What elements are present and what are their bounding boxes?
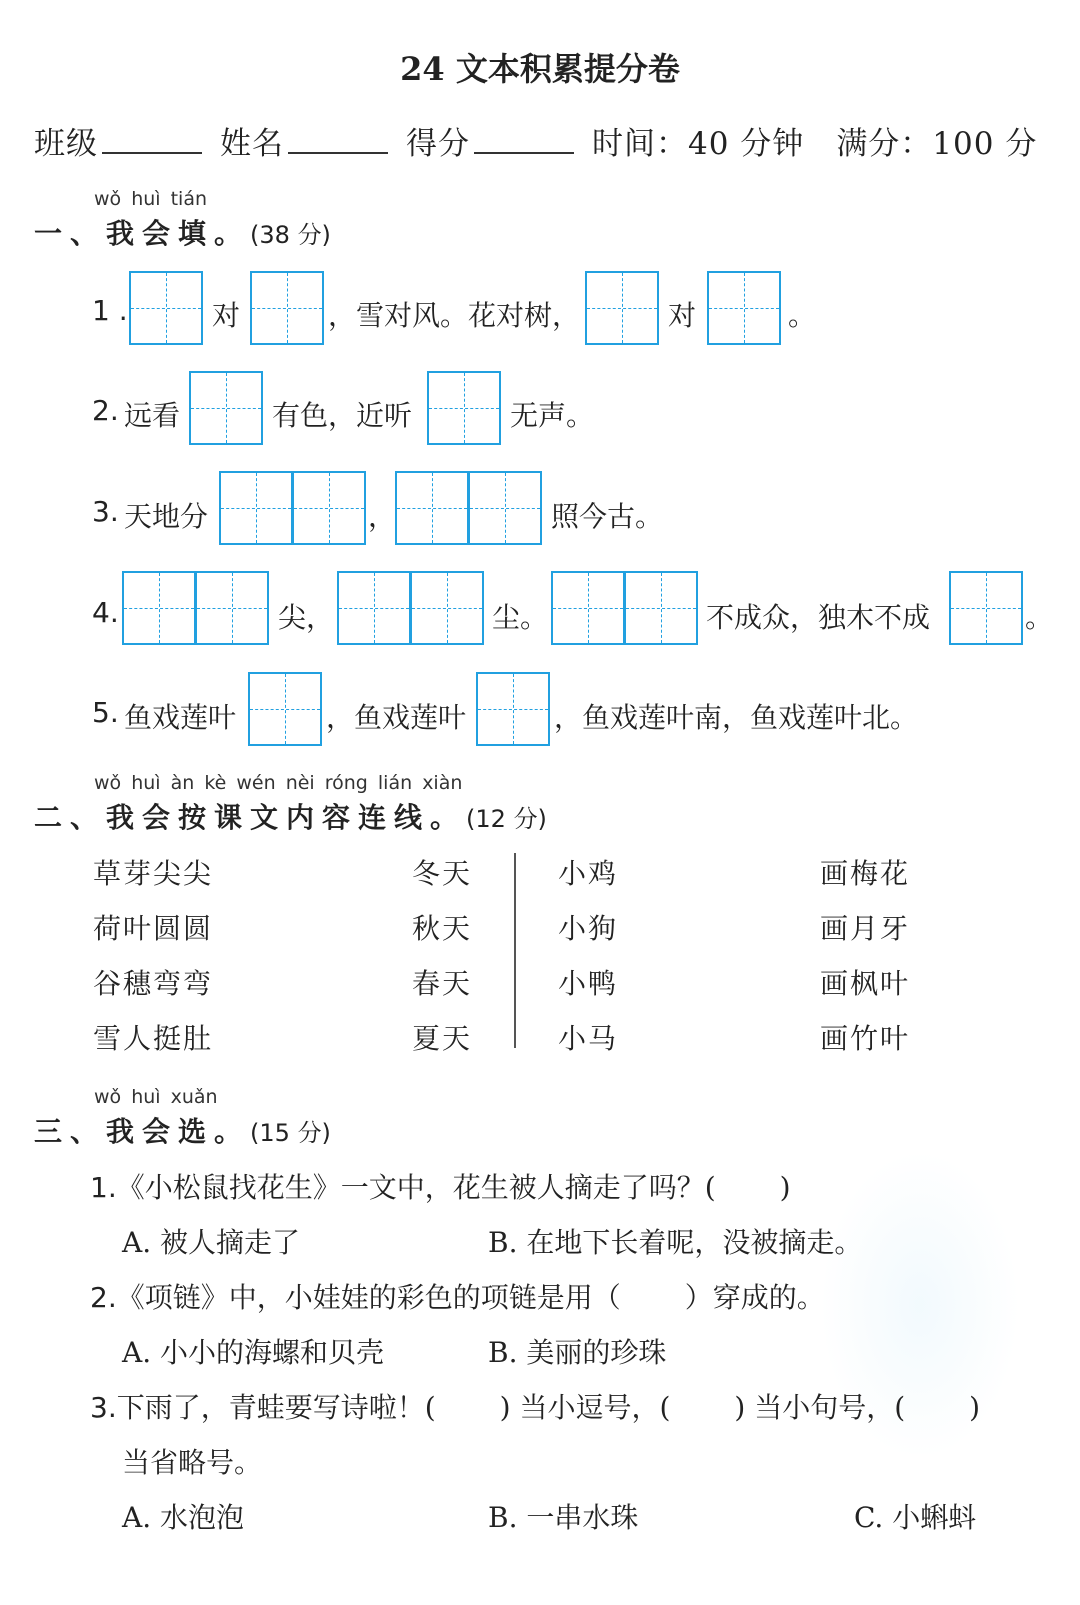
answer-box[interactable] (395, 471, 469, 545)
match-item[interactable]: 春天 (412, 967, 473, 1000)
class-label: 班级 (34, 126, 98, 162)
q5-text-3: ，鱼戏莲叶南，鱼戏莲叶北。 (554, 701, 919, 734)
q1-number: 1 . (92, 294, 128, 327)
s3-q1: 1.《小松鼠找花生》一文中，花生被人摘走了吗？( ) (90, 1171, 791, 1204)
q1-text-1: 对 (212, 299, 241, 332)
q2-number: 2. (92, 394, 119, 427)
match-item[interactable]: 荷叶圆圆 (93, 912, 214, 945)
match-item[interactable]: 画月牙 (820, 912, 911, 945)
match-item[interactable]: 雪人挺肚 (93, 1022, 214, 1055)
q3-number: 3. (92, 495, 119, 528)
answer-box[interactable] (585, 271, 659, 345)
answer-box[interactable] (468, 471, 542, 545)
answer-box[interactable] (476, 672, 550, 746)
answer-box[interactable] (189, 371, 263, 445)
section2-heading: 二、我会按课文内容连线。(12 分) (34, 801, 547, 834)
q5-number: 5. (92, 696, 119, 729)
answer-box[interactable] (129, 271, 203, 345)
match-item[interactable]: 小鸭 (558, 967, 619, 1000)
answer-box[interactable] (624, 571, 698, 645)
match-item[interactable]: 草芽尖尖 (93, 857, 214, 890)
q3-text-2: ， (368, 500, 397, 533)
q2-text-2: 有色，近听 (272, 399, 413, 432)
s3-q1-option-b[interactable]: B. 在地下长着呢，没被摘走。 (488, 1226, 863, 1259)
q2-text-3: 无声。 (510, 399, 595, 432)
match-item[interactable]: 小狗 (558, 912, 619, 945)
match-item[interactable]: 谷穗弯弯 (93, 967, 214, 1000)
match-item[interactable]: 冬天 (412, 857, 473, 890)
full-score-text: 满分：100 分 (836, 126, 1038, 162)
answer-box[interactable] (427, 371, 501, 445)
s3-q3: 3.下雨了，青蛙要写诗啦！( ) 当小逗号，( ) 当小句号，( ) (90, 1391, 981, 1424)
q1-text-3: 对 (668, 299, 697, 332)
match-item[interactable]: 夏天 (412, 1022, 473, 1055)
answer-box[interactable] (219, 471, 293, 545)
q4-text-3: 不成众，独木不成 (706, 601, 931, 634)
match-item[interactable]: 画竹叶 (820, 1022, 911, 1055)
answer-box[interactable] (248, 672, 322, 746)
s3-q3-line2: 当省略号。 (122, 1446, 263, 1479)
answer-box[interactable] (337, 571, 411, 645)
s3-q3-option-a[interactable]: A. 水泡泡 (122, 1501, 245, 1534)
answer-box[interactable] (707, 271, 781, 345)
score-label: 得分 (406, 126, 470, 162)
answer-box[interactable] (250, 271, 324, 345)
name-blank[interactable] (288, 126, 388, 154)
s3-q2: 2.《项链》中，小娃娃的彩色的项链是用（ ）穿成的。 (90, 1281, 825, 1314)
q4-number: 4. (92, 596, 119, 629)
match-item[interactable]: 小马 (558, 1022, 619, 1055)
page-title: 24 文本积累提分卷 (400, 50, 680, 88)
s3-q3-option-b[interactable]: B. 一串水珠 (488, 1501, 639, 1534)
q2-text-1: 远看 (124, 399, 181, 432)
section1-heading: 一、我会填。(38 分) (34, 217, 331, 250)
q1-text-2: ，雪对风。花对树， (328, 299, 581, 332)
answer-box[interactable] (949, 571, 1023, 645)
q3-text-1: 天地分 (124, 500, 209, 533)
answer-box[interactable] (292, 471, 366, 545)
time-text: 时间：40 分钟 (592, 126, 805, 162)
q3-text-3: 照今古。 (551, 500, 664, 533)
section3-heading: 三、我会选。(15 分) (34, 1115, 331, 1148)
answer-box[interactable] (122, 571, 196, 645)
s3-q3-option-c[interactable]: C. 小蝌蚪 (854, 1501, 977, 1534)
name-label: 姓名 (220, 126, 284, 162)
column-divider (514, 853, 516, 1048)
q4-text-1: 尖， (278, 601, 335, 634)
q1-text-4: 。 (788, 299, 817, 332)
section1-pinyin: wǒ huì tián (94, 188, 208, 210)
class-blank[interactable] (102, 126, 202, 154)
student-info-line (34, 118, 1037, 163)
s3-q1-option-a[interactable]: A. 被人摘走了 (122, 1226, 301, 1259)
q4-text-4: 。 (1025, 601, 1054, 634)
answer-box[interactable] (551, 571, 625, 645)
s3-q2-option-a[interactable]: A. 小小的海螺和贝壳 (122, 1336, 385, 1369)
q4-text-2: 尘。 (492, 601, 549, 634)
match-item[interactable]: 画枫叶 (820, 967, 911, 1000)
answer-box[interactable] (195, 571, 269, 645)
match-item[interactable]: 小鸡 (558, 857, 619, 890)
score-blank[interactable] (474, 126, 574, 154)
answer-box[interactable] (410, 571, 484, 645)
q5-text-1: 鱼戏莲叶 (124, 701, 237, 734)
section3-pinyin: wǒ huì xuǎn (94, 1086, 218, 1108)
section2-pinyin: wǒ huì àn kè wén nèi róng lián xiàn (94, 772, 463, 794)
match-item[interactable]: 秋天 (412, 912, 473, 945)
s3-q2-option-b[interactable]: B. 美丽的珍珠 (488, 1336, 667, 1369)
match-item[interactable]: 画梅花 (820, 857, 911, 890)
q5-text-2: ，鱼戏莲叶 (326, 701, 467, 734)
